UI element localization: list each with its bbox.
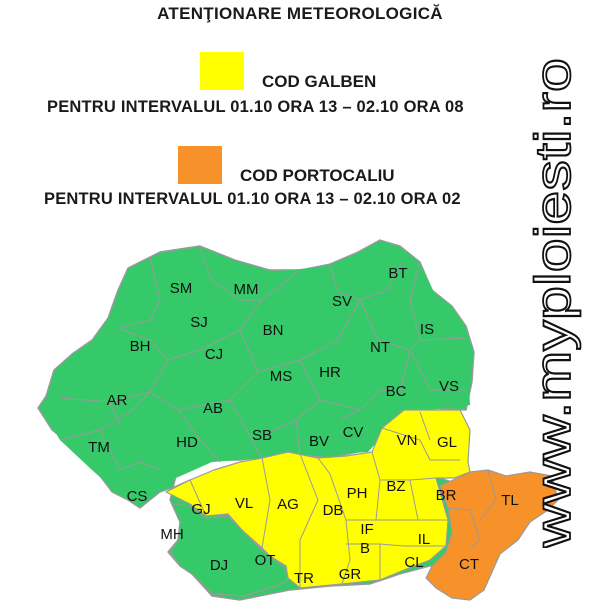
county-label-ar: AR <box>106 391 128 409</box>
county-label-bt: BT <box>388 264 408 282</box>
county-label-cl: CL <box>404 553 424 571</box>
legend-interval-yellow: PENTRU INTERVALUL 01.10 ORA 13 – 02.10 ORA 08 <box>47 98 464 116</box>
county-label-cj: CJ <box>204 345 224 363</box>
legend-label-orange: COD PORTOCALIU <box>240 166 395 185</box>
county-label-ab: AB <box>202 399 224 417</box>
county-label-gr: GR <box>338 565 362 583</box>
county-label-bv: BV <box>308 432 330 450</box>
county-label-b: B <box>359 539 371 557</box>
watermark-text: www.myploiesti.ro <box>525 147 581 548</box>
county-label-if: IF <box>360 520 374 538</box>
county-label-db: DB <box>322 501 344 519</box>
legend-interval-orange: PENTRU INTERVALUL 01.10 ORA 13 – 02.10 ORA 02 <box>44 190 461 208</box>
legend-label-yellow: COD GALBEN <box>262 72 377 91</box>
county-label-sj: SJ <box>190 313 208 331</box>
county-label-mh: MH <box>160 525 184 543</box>
county-label-ot: OT <box>254 551 276 569</box>
county-label-bn: BN <box>262 321 284 339</box>
county-label-tl: TL <box>501 491 519 509</box>
county-label-cv: CV <box>342 423 364 441</box>
county-label-vl: VL <box>234 494 254 512</box>
county-label-gl: GL <box>436 433 458 451</box>
county-label-vn: VN <box>396 431 418 449</box>
county-label-tr: TR <box>294 569 314 587</box>
county-label-nt: NT <box>370 338 390 356</box>
county-label-sb: SB <box>251 426 273 444</box>
county-label-br: BR <box>435 486 457 504</box>
county-label-gj: GJ <box>191 500 211 518</box>
county-label-sm: SM <box>169 279 193 297</box>
county-label-hr: HR <box>319 363 341 381</box>
county-label-ct: CT <box>459 555 479 573</box>
county-label-bc: BC <box>385 382 407 400</box>
county-label-cs: CS <box>126 487 148 505</box>
county-label-sv: SV <box>331 292 353 310</box>
county-label-bh: BH <box>129 337 151 355</box>
county-label-ag: AG <box>277 495 299 513</box>
county-label-is: IS <box>419 320 435 338</box>
county-label-hd: HD <box>176 433 198 451</box>
county-label-tm: TM <box>88 438 110 456</box>
watermark <box>508 48 588 548</box>
county-label-ph: PH <box>346 484 368 502</box>
county-label-vs: VS <box>438 377 460 395</box>
map-title: ATENŢIONARE METEOROLOGICĂ <box>157 4 443 23</box>
county-label-mm: MM <box>233 280 259 298</box>
county-label-dj: DJ <box>209 556 229 574</box>
county-label-bz: BZ <box>386 477 406 495</box>
county-label-ms: MS <box>269 367 293 385</box>
county-label-il: IL <box>417 530 431 548</box>
